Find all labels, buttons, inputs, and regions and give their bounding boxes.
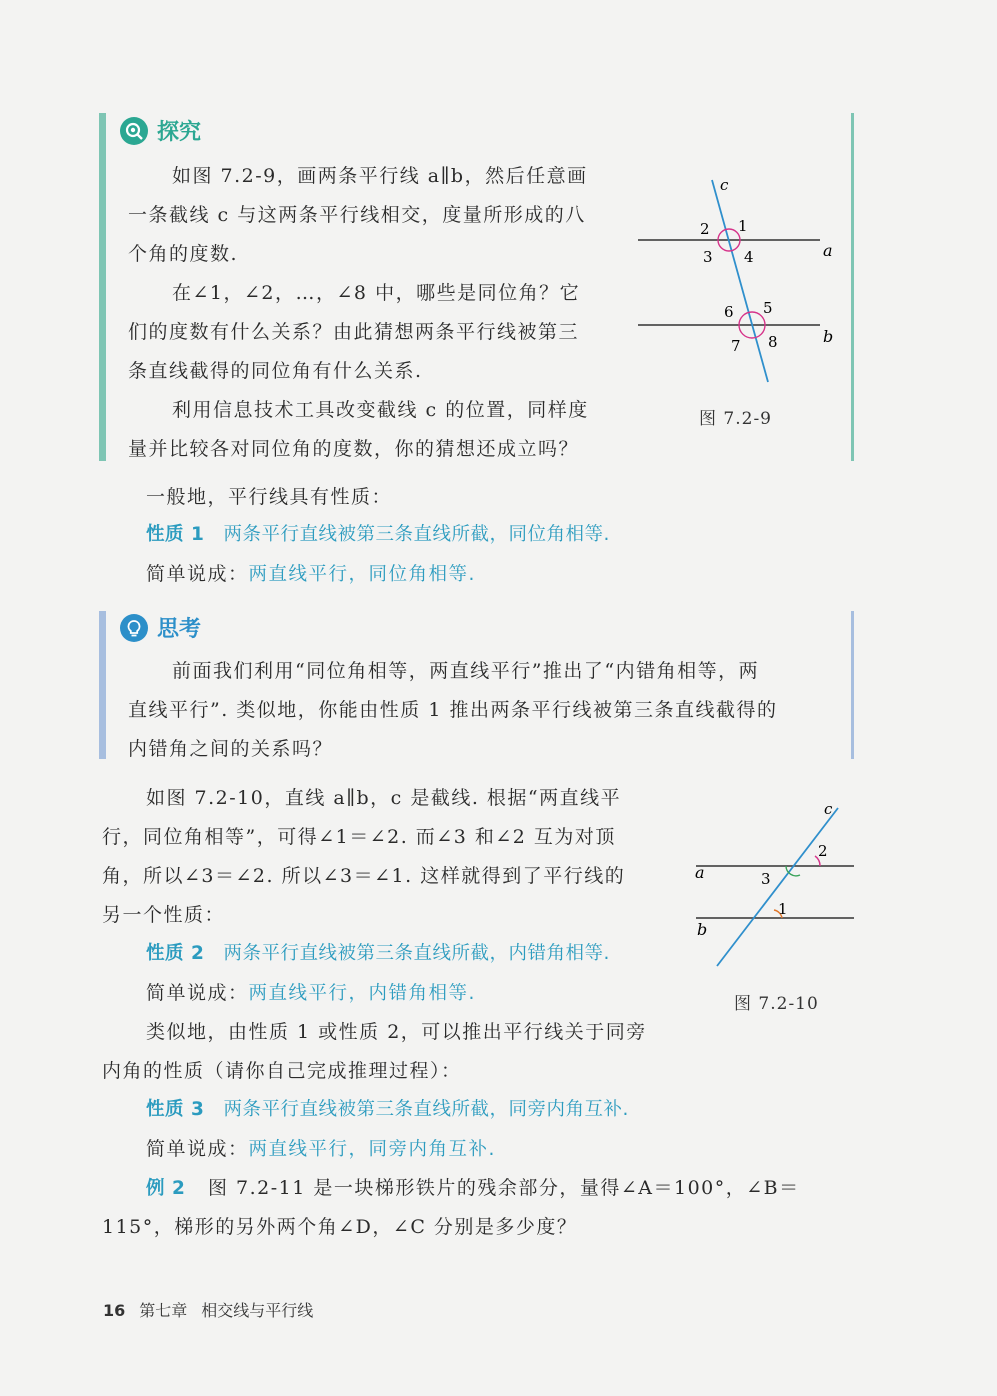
explore-line-8: 量并比较各对同位角的度数，你的猜想还成立吗？ (128, 438, 580, 460)
explore-line-5: 们的度数有什么关系？由此猜想两条平行线被第三 (128, 321, 580, 343)
label-b-10: b (697, 920, 708, 939)
property-1-text: 两条平行直线被第三条直线所截，同位角相等. (223, 524, 610, 545)
label-4: 4 (744, 248, 754, 266)
think-line-3: 内错角之间的关系吗？ (128, 738, 334, 760)
para3-line-1: 类似地，由性质 1 或性质 2，可以推出平行线关于同旁 (146, 1021, 647, 1043)
chapter-title: 相交线与平行线 (201, 1301, 314, 1320)
line-c-10 (717, 808, 838, 966)
simple-statement-1 (146, 562, 476, 587)
property-2-tag: 性质 2 (146, 943, 205, 964)
property-2-text: 两条平行直线被第三条直线所截，内错角相等. (223, 943, 610, 964)
simple-2-prefix: 简单说成： (146, 982, 249, 1004)
think-header (120, 612, 201, 643)
example-2-line-1 (146, 1176, 800, 1201)
explore-line-2: 一条截线 c 与这两条平行线相交，度量所形成的八 (128, 204, 586, 226)
para2-line-4: 另一个性质： (102, 904, 226, 926)
explore-line-3: 个角的度数. (128, 243, 239, 265)
simple-2-text: 两直线平行，内错角相等. (248, 983, 476, 1004)
explore-header (120, 115, 201, 146)
figure-7-2-9-caption: 图 7.2-9 (699, 409, 772, 429)
label-7: 7 (731, 337, 741, 355)
example-2-tag: 例 2 (146, 1178, 186, 1199)
example-2-text-1: 图 7.2-11 是一块梯形铁片的残余部分，量得∠A＝100°，∠B＝ (207, 1177, 800, 1199)
label-a: a (823, 241, 833, 260)
para2-line-3: 角，所以∠3＝∠2. 所以∠3＝∠1. 这样就得到了平行线的 (102, 865, 626, 887)
explore-title: 探究 (157, 120, 202, 145)
page-footer (103, 1298, 313, 1321)
label-3: 3 (703, 248, 713, 266)
think-title: 思考 (157, 617, 202, 642)
simple-statement-3 (146, 1137, 496, 1162)
explore-line-4: 在∠1，∠2，…，∠8 中，哪些是同位角？它 (172, 282, 581, 304)
label-8: 8 (768, 333, 778, 351)
para2-line-2: 行，同位角相等”，可得∠1＝∠2. 而∠3 和∠2 互为对顶 (102, 826, 616, 848)
label-2-10: 2 (818, 842, 828, 860)
label-b: b (823, 327, 834, 346)
property-1 (146, 523, 610, 547)
think-line-2: 直线平行”. 类似地，你能由性质 1 推出两条平行线被第三条直线截得的 (128, 699, 778, 721)
label-1: 1 (738, 217, 748, 235)
figure-7-2-9 (630, 170, 840, 390)
label-c-10: c (824, 800, 833, 818)
simple-3-prefix: 简单说成： (146, 1138, 249, 1160)
magnifier-icon (120, 117, 148, 145)
think-box (99, 611, 854, 759)
example-2-line-2: 115°，梯形的另外两个角∠D，∠C 分别是多少度？ (102, 1216, 578, 1238)
property-3 (146, 1098, 629, 1122)
property-2 (146, 942, 610, 966)
explore-line-1: 如图 7.2-9，画两条平行线 a∥b，然后任意画 (172, 165, 588, 187)
page-number: 16 (103, 1301, 126, 1320)
label-c: c (720, 176, 729, 194)
para2-line-1: 如图 7.2-10，直线 a∥b，c 是截线. 根据“两直线平 (146, 787, 622, 809)
simple-1-prefix: 简单说成： (146, 563, 249, 585)
figure-7-2-10 (690, 798, 860, 978)
para3-line-2: 内角的性质（请你自己完成推理过程）： (102, 1060, 462, 1082)
label-5: 5 (763, 299, 773, 317)
simple-3-text: 两直线平行，同旁内角互补. (248, 1139, 496, 1160)
label-1-10: 1 (778, 900, 788, 918)
chapter-label: 第七章 (139, 1301, 188, 1320)
explore-line-7: 利用信息技术工具改变截线 c 的位置，同样度 (172, 399, 589, 421)
label-2: 2 (700, 220, 710, 238)
label-a-10: a (695, 863, 705, 882)
explore-line-6: 条直线截得的同位角有什么关系. (128, 360, 423, 382)
property-3-text: 两条平行直线被第三条直线所截，同旁内角互补. (223, 1099, 629, 1120)
general-statement: 一般地，平行线具有性质： (146, 486, 393, 508)
simple-1-text: 两直线平行，同位角相等. (248, 564, 476, 585)
label-6: 6 (724, 303, 734, 321)
figure-7-2-10-caption: 图 7.2-10 (734, 994, 819, 1014)
lightbulb-icon (120, 614, 148, 642)
simple-statement-2 (146, 981, 476, 1006)
think-line-1: 前面我们利用“同位角相等，两直线平行”推出了“内错角相等，两 (172, 660, 760, 682)
property-1-tag: 性质 1 (146, 524, 205, 545)
label-3-10: 3 (761, 870, 771, 888)
property-3-tag: 性质 3 (146, 1099, 205, 1120)
